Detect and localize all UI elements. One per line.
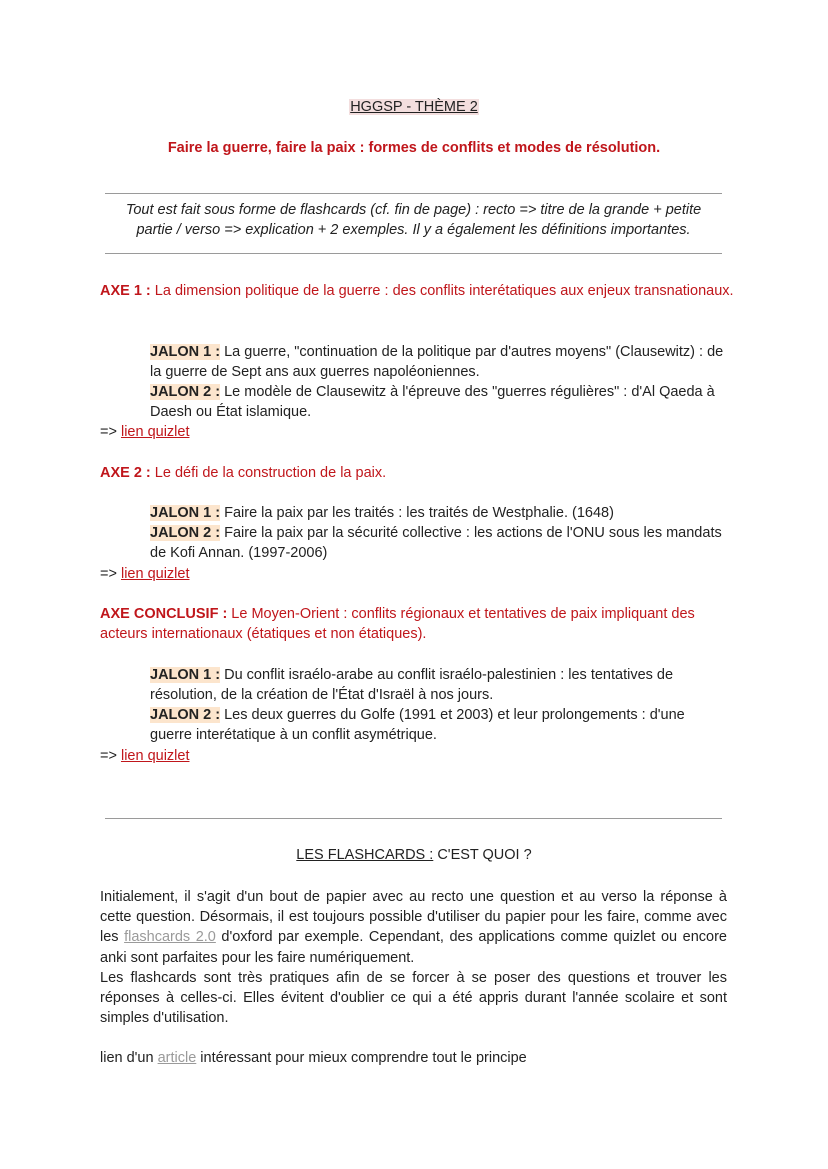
axe-conclusif-jalon-1: JALON 1 : Du conflit israélo-arabe au conflit israélo-palestinien : les tentatives de résolution, de la création de l'État d'Israël à nos jours. xyxy=(150,667,674,703)
axe-conclusif-quizlet-link[interactable]: lien quizlet xyxy=(120,748,190,764)
flashcards-title: LES FLASHCARDS : C'EST QUOI ? xyxy=(296,847,532,863)
axe-1-jalon-1: JALON 1 : La guerre, "continuation de la politique par d'autres moyens" (Clausewitz) : de la guerre de Sept ans aux guerres napoléoniennes. xyxy=(150,344,724,380)
axe-1-quizlet-link[interactable]: lien quizlet xyxy=(120,424,190,440)
flashcards-paragraph-2: Les flashcards sont très pratiques afin de se forcer à se poser des questions et trouver les réponses à celles-ci. Elles évitent d'oublier ce qui a été appris durant l'année scolaire et sont simples d'utilisation. xyxy=(100,970,727,1027)
page-title: HGGSP - THÈME 2 xyxy=(350,99,478,115)
axe-1-quizlet-link-row: => lien quizlet xyxy=(100,424,190,440)
axe-2-quizlet-link-row: => lien quizlet xyxy=(100,566,190,582)
flashcards-2-0-link[interactable]: flashcards 2.0 xyxy=(124,929,216,946)
intro-note: Tout est fait sous forme de flashcards (cf. fin de page) : recto => titre de la grande + petite partie / verso => explication + 2 exemples. Il y a également les définitions importantes. xyxy=(125,202,702,238)
axe-2-jalon-2: JALON 2 : Faire la paix par la sécurité collective : les actions de l'ONU sous les mandats de Kofi Annan. (1997-2006) xyxy=(150,525,722,561)
flashcards-paragraph-1: Initialement, il s'agit d'un bout de papier avec au recto une question et au verso la réponse à cette question. Désormais, il est toujours possible d'utiliser du papier pour les faire, comme avec les flashcards 2.0 d'oxford par exemple. Cependant, des applications comme quizlet ou encore anki sont parfaites pour les faire numériquement. xyxy=(100,889,727,966)
article-link-row: lien d'un article intéressant pour mieux comprendre tout le principe xyxy=(100,1050,527,1066)
divider-intro-bottom xyxy=(105,253,722,254)
article-link[interactable]: article xyxy=(157,1050,197,1066)
divider-top xyxy=(105,193,722,194)
divider-flashcards xyxy=(105,818,722,819)
axe-conclusif-jalon-2: JALON 2 : Les deux guerres du Golfe (1991 et 2003) et leur prolongements : d'une guerre interétatique à un conflit asymétrique. xyxy=(150,707,685,743)
axe-1-heading: AXE 1 : La dimension politique de la guerre : des conflits interétatiques aux enjeux transnationaux. xyxy=(100,283,734,299)
axe-2-heading: AXE 2 : Le défi de la construction de la paix. xyxy=(100,465,387,481)
axe-1-jalon-2: JALON 2 : Le modèle de Clausewitz à l'épreuve des "guerres régulières" : d'Al Qaeda à Daesh ou État islamique. xyxy=(150,384,715,420)
axe-conclusif-quizlet-link-row: => lien quizlet xyxy=(100,748,190,764)
axe-2-quizlet-link[interactable]: lien quizlet xyxy=(120,566,190,582)
axe-conclusif-heading: AXE CONCLUSIF : Le Moyen-Orient : conflits régionaux et tentatives de paix impliquant des acteurs internationaux (étatiques et non étatiques). xyxy=(100,606,695,642)
page-subtitle: Faire la guerre, faire la paix : formes de conflits et modes de résolution. xyxy=(167,140,661,156)
axe-2-jalon-1: JALON 1 : Faire la paix par les traités : les traités de Westphalie. (1648) xyxy=(150,505,614,521)
